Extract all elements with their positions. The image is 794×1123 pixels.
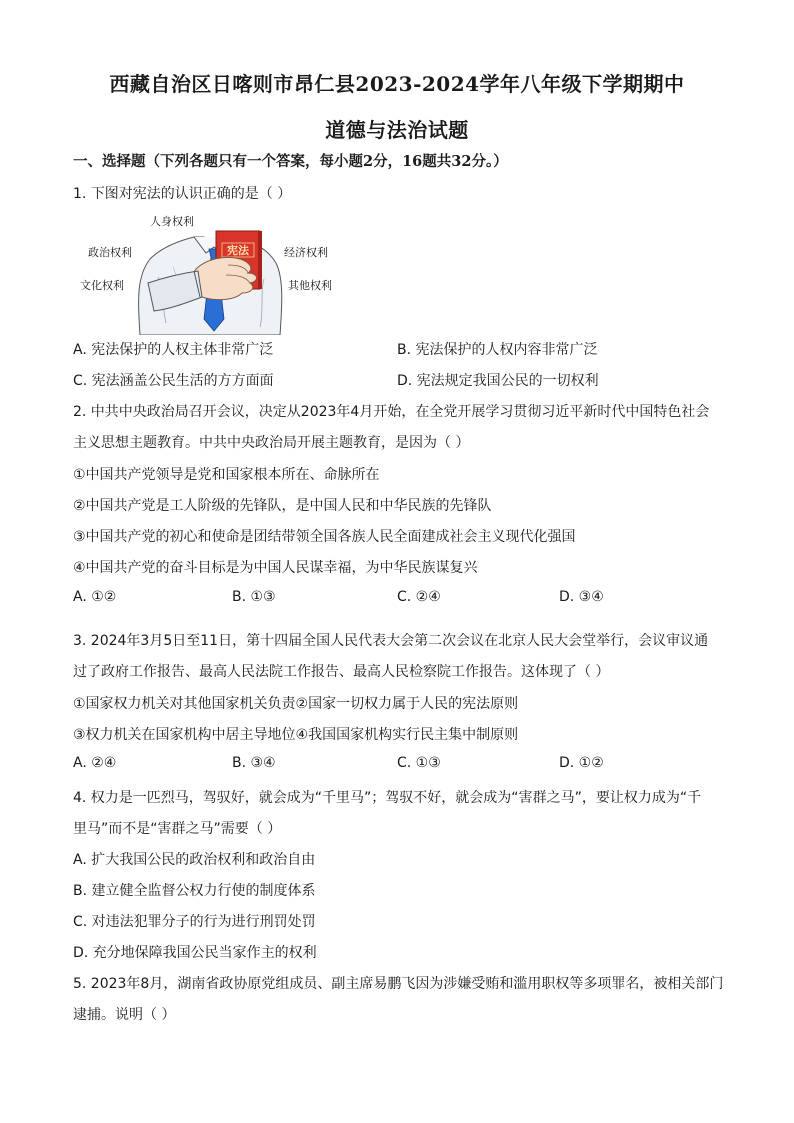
q3-stem-line1: 3. 2024年3月5日至11日，第十四届全国人民代表大会第二次会议在北京人民大会堂举行，会议审议通 [73,633,709,649]
label-economic-rights: 经济权利 [284,246,328,259]
q4-stem-line2: 里马”而不是“害群之马”需要（ ） [73,821,282,837]
q1-constitution-figure [78,207,338,335]
q1-option-a[interactable]: A. 宪法保护的人权主体非常广泛 [73,342,274,358]
q2-statement-1: ①中国共产党领导是党和国家根本所在、命脉所在 [73,467,380,483]
q3-option-b[interactable]: B. ③④ [232,755,276,771]
q4-option-c[interactable]: C. 对违法犯罪分子的行为进行刑罚处罚 [73,914,316,930]
label-political-rights: 政治权利 [88,246,132,259]
q2-stem-line2: 主义思想主题教育。中共中央政治局开展主题教育，是因为（ ） [73,435,470,451]
q4-stem-line1: 4. 权力是一匹烈马，驾驭好，就会成为“千里马”；驾驭不好，就会成为“害群之马”，要让权力成为“千 [73,790,702,806]
q4-option-a[interactable]: A. 扩大我国公民的政治权利和政治自由 [73,852,316,868]
q2-statement-3: ③中国共产党的初心和使命是团结带领全国各族人民全面建成社会主义现代化强国 [73,529,576,545]
q3-option-d[interactable]: D. ①② [559,755,604,771]
q2-statement-4: ④中国共产党的奋斗目标是为中国人民谋幸福，为中华民族谋复兴 [73,560,478,576]
q1-stem: 1. 下图对宪法的认识正确的是（ ） [73,186,292,202]
q3-statements-1-2: ①国家权力机关对其他国家机关负责②国家一切权力属于人民的宪法原则 [73,696,519,712]
q2-option-a[interactable]: A. ①② [73,589,117,605]
q2-stem-line1: 2. 中共中央政治局召开会议，决定从2023年4月开始，在全党开展学习贯彻习近平新时代中国特色社会 [73,404,710,420]
section-heading-choice: 一、选择题（下列各题只有一个答案，每小题2分，16题共32分。） [73,153,508,170]
q2-statement-2: ②中国共产党是工人阶级的先锋队，是中国人民和中华民族的先锋队 [73,498,492,514]
exam-title-line1: 西藏自治区日喀则市昂仁县2023-2024学年八年级下学期期中 [109,72,685,96]
label-other-rights: 其他权利 [288,279,332,292]
q3-statements-3-4: ③权力机关在国家机构中居主导地位④我国国家机构实行民主集中制原则 [73,727,519,743]
q3-option-c[interactable]: C. ①③ [397,755,441,771]
q1-option-c[interactable]: C. 宪法涵盖公民生活的方方面面 [73,373,274,389]
q4-option-b[interactable]: B. 建立健全监督公权力行使的制度体系 [73,883,316,899]
q1-option-d[interactable]: D. 宪法规定我国公民的一切权利 [397,373,599,389]
q2-option-c[interactable]: C. ②④ [397,589,441,605]
q1-option-b[interactable]: B. 宪法保护的人权内容非常广泛 [397,342,598,358]
q4-option-d[interactable]: D. 充分地保障我国公民当家作主的权利 [73,945,317,961]
q3-stem-line2: 过了政府工作报告、最高人民法院工作报告、最高人民检察院工作报告。这体现了（ ） [73,664,610,680]
label-personal-rights: 人身权利 [150,215,194,228]
q2-option-b[interactable]: B. ①③ [232,589,276,605]
exam-title-line2: 道德与法治试题 [325,118,469,142]
q5-stem-line2: 逮捕。说明（ ） [73,1007,176,1023]
q3-option-a[interactable]: A. ②④ [73,755,117,771]
label-cultural-rights: 文化权利 [80,279,124,292]
book-title: 宪法 [227,244,249,257]
person-holding-constitution-illustration [78,207,338,335]
q5-stem-line1: 5. 2023年8月，湖南省政协原党组成员、副主席易鹏飞因为涉嫌受贿和滥用职权等多项罪名，被相关部门 [73,976,724,992]
q2-option-d[interactable]: D. ③④ [559,589,604,605]
